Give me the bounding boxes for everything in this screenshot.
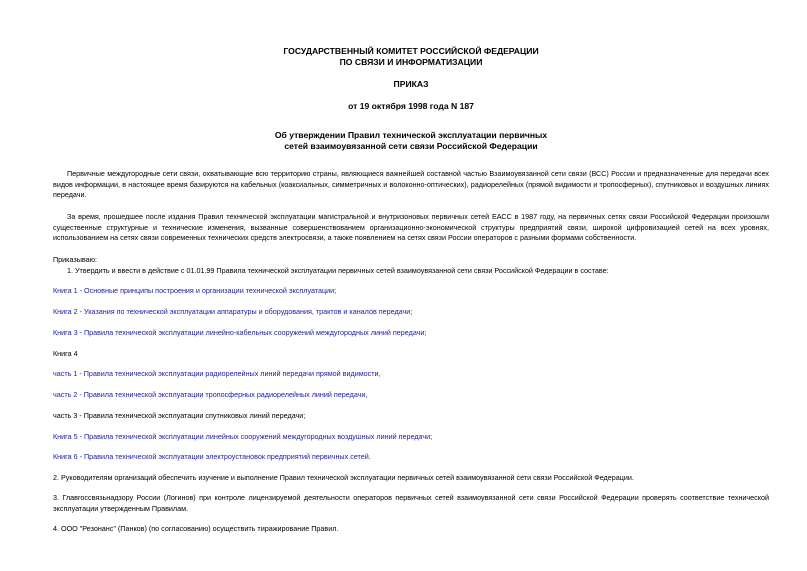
book-4-part-1-link[interactable]: часть 1 - Правила технической эксплуатации радиорелейных линий передачи прямой видимости,: [53, 369, 381, 378]
book-1-link[interactable]: Книга 1 - Основные принципы построения и организации технической эксплуатации;: [53, 286, 337, 295]
doc-date: от 19 октября 1998 года N 187: [348, 101, 474, 111]
doc-title-line2: сетей взаимоувязанной сети связи Российской Федерации: [284, 141, 538, 151]
book-5-link[interactable]: Книга 5 - Правила технической эксплуатации линейных сооружений междугородных воздушных линий передачи;: [53, 432, 433, 441]
order-intro: Приказываю:: [53, 255, 97, 264]
order-item-4: 4. ООО "Резонанс" (Панков) (по согласованию) осуществить тиражирование Правил.: [53, 524, 339, 533]
book-3-link[interactable]: Книга 3 - Правила технической эксплуатации линейно-кабельных сооружений междугородных линий передачи;: [53, 328, 427, 337]
order-item-3: 3. Главгоссвязьнадзору России (Логинов) при контроле лицензируемой деятельности операторов первичных сетей взаимоувязанной сети связи Российской Федерации проверять соответствие технической эксплуатации утвержденным Правилам.: [53, 493, 769, 513]
book-6-link[interactable]: Книга 6 - Правила технической эксплуатации электроустановок предприятий первичных сетей.: [53, 452, 371, 461]
paragraph-2: За время, прошедшее после издания Правил технической эксплуатации магистральной и внутризоновых первичных сетей ЕАСС в 1987 году, на первичных сетях связи Российской Федерации произошли существенные структурные и технические изменения, вызванные совершенствованием организационно-экономической структуры предприятий связи, широкой цифровизацией сетей на всех уровнях, использованием на сетях связи современных технических средств электросвязи, а также появлением на сетях связи России операторов с разными формами собственности.: [53, 212, 769, 243]
order-item-1: 1. Утвердить и ввести в действие с 01.01.99 Правила технической эксплуатации первичных сетей взаимоувязанной сети связи Российской Федерации в составе:: [67, 266, 609, 275]
doc-title-line1: Об утверждении Правил технической эксплуатации первичных: [274, 130, 548, 140]
paragraph-1: Первичные междугородные сети связи, охватывающие всю территорию страны, являющиеся важнейшей составной частью Взаимоувязанной сети связи (ВСС) России и предназначенные для передачи всех видов информации, в настоящее время базируются на кабельных (коаксиальных, симметричных и волоконно-оптических), радиорелейных (прямой видимости и тропосферных), спутниковых и воздушных линиях передачи.: [53, 169, 769, 200]
doc-type: ПРИКАЗ: [393, 79, 429, 89]
book-2-link[interactable]: Книга 2 - Указания по технической эксплуатации аппаратуры и оборудования, трактов и каналов передачи;: [53, 307, 413, 316]
order-item-2: 2. Руководителям организаций обеспечить изучение и выполнение Правил технической эксплуатации первичных сетей взаимоувязанной сети связи Российской Федерации.: [53, 473, 634, 482]
book-4-part-2-link[interactable]: часть 2 - Правила технической эксплуатации тропосферных радиорелейных линий передачи,: [53, 390, 368, 399]
org-name-line1: ГОСУДАРСТВЕННЫЙ КОМИТЕТ РОССИЙСКОЙ ФЕДЕРАЦИИ: [283, 46, 539, 56]
book-4-part-3: часть 3 - Правила технической эксплуатации спутниковых линий передачи;: [53, 411, 306, 420]
book-4-label: Книга 4: [53, 349, 78, 358]
org-name-line2: ПО СВЯЗИ И ИНФОРМАТИЗАЦИИ: [339, 57, 483, 67]
